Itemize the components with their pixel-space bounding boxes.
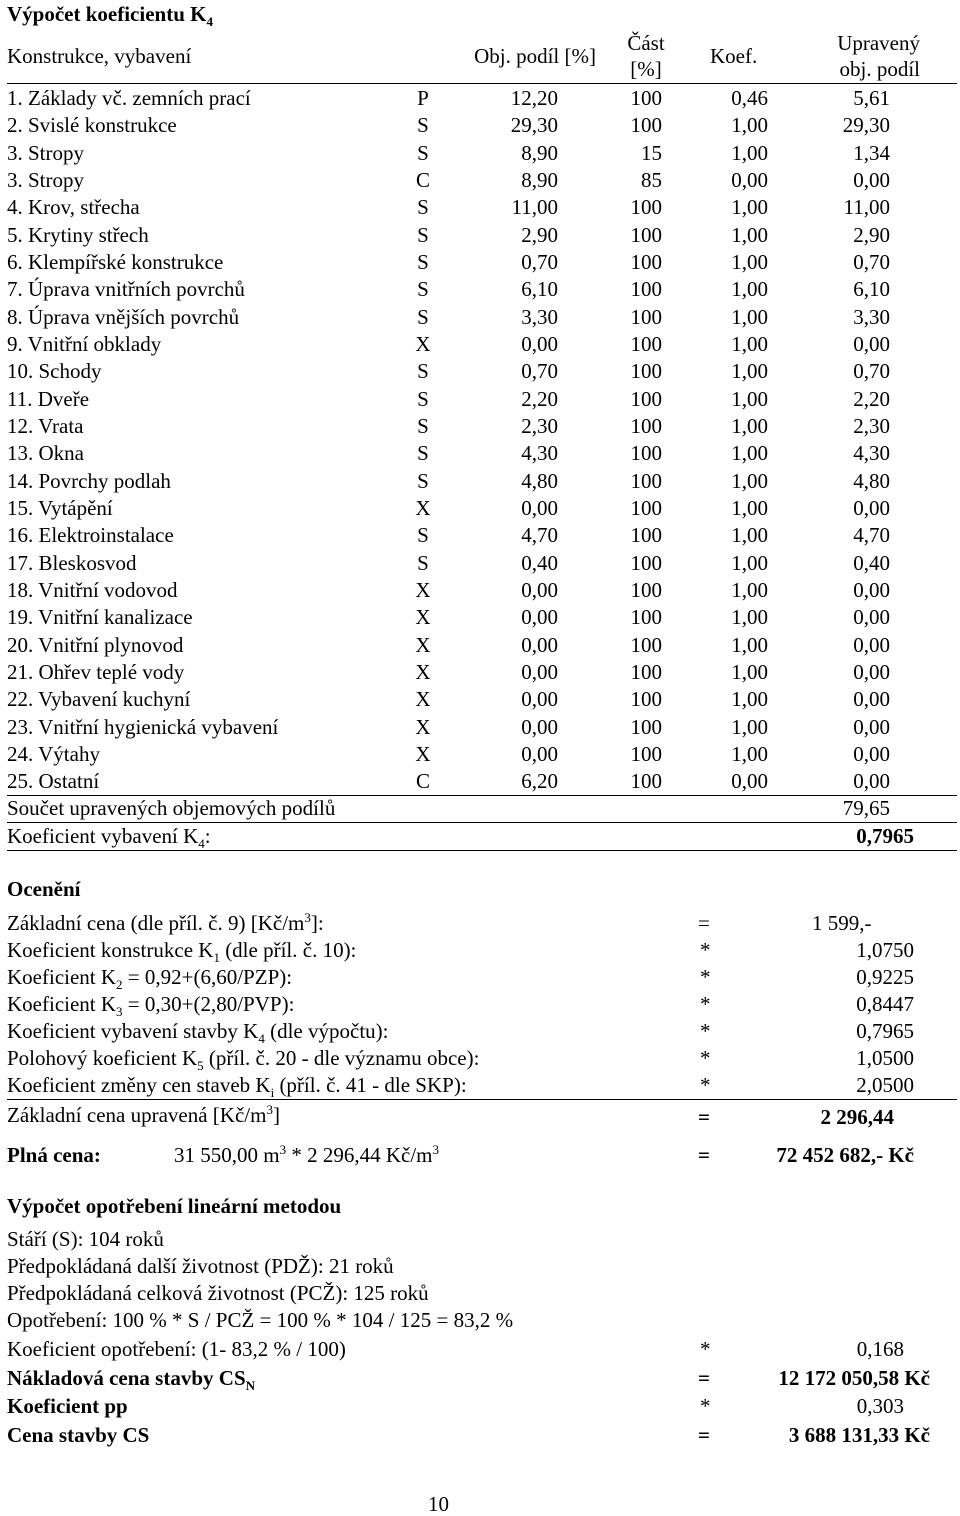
row-name: 5. Krytiny střech: [7, 222, 149, 247]
row-adjusted: 6,10: [853, 277, 890, 302]
k3-label: [7, 992, 295, 1020]
row-type: X: [415, 659, 431, 684]
k5-value: 1,0500: [856, 1046, 914, 1070]
pp-op: *: [700, 1394, 711, 1418]
ki-label-text: Koeficient změny cen staveb K: [7, 1073, 271, 1097]
row-coef: 1,00: [731, 495, 768, 520]
table-row: [0, 714, 960, 741]
row-name: 15. Vytápění: [7, 495, 113, 520]
row-adjusted: 2,90: [853, 222, 890, 247]
base-price-label-text: Základní cena (dle příl. č. 9) [Kč/m: [7, 911, 305, 935]
cost-label-subscript: N: [245, 1378, 256, 1394]
header-coef: Koef.: [710, 44, 758, 68]
row-share: 3,30: [521, 304, 558, 329]
row-name: 3. Stropy: [7, 167, 85, 192]
k4-label-colon: :: [204, 824, 211, 848]
age-line: Stáří (S): 104 roků: [7, 1227, 164, 1251]
row-type: S: [417, 468, 429, 493]
row-coef: 1,00: [731, 441, 768, 466]
row-part: 15: [641, 140, 662, 165]
pp-label: Koeficient pp: [7, 1394, 128, 1418]
row-name: 8. Úprava vnějších povrchů: [7, 304, 240, 329]
row-share: 12,20: [510, 86, 558, 110]
row-adjusted: 0,00: [853, 769, 890, 794]
row-type: S: [417, 441, 429, 466]
row-type: S: [417, 359, 429, 384]
cost-label-text: Nákladová cena stavby CS: [7, 1366, 246, 1390]
k2-op: *: [700, 965, 711, 989]
wear-coef-value: 0,168: [856, 1337, 904, 1361]
cs-op: =: [698, 1423, 710, 1447]
row-adjusted: 0,00: [853, 495, 890, 520]
adjusted-price-label-tail: ]: [272, 1103, 280, 1127]
total-life-line: Předpokládaná celková životnost (PCŽ): 125 roků: [7, 1281, 429, 1305]
row-share: 2,20: [521, 386, 558, 411]
row-part: 100: [630, 769, 662, 794]
row-coef: 1,00: [731, 277, 768, 302]
row-part: 100: [630, 468, 662, 493]
row-part: 100: [630, 659, 662, 684]
row-adjusted: 1,34: [853, 140, 890, 165]
row-coef: 1,00: [731, 249, 768, 274]
row-name: 23. Vnitřní hygienická vybavení: [7, 714, 279, 739]
header-divider: [7, 83, 957, 84]
row-part: 100: [630, 386, 662, 411]
k3-label-subscript: 3: [116, 1004, 123, 1020]
header-part-line2: [%]: [630, 57, 662, 81]
full-price-calc: [174, 1142, 439, 1167]
row-name: 21. Ohřev teplé vody: [7, 659, 185, 684]
row-adjusted: 5,61: [853, 86, 890, 110]
table-row: [0, 304, 960, 331]
base-price-op: =: [698, 911, 710, 935]
row-adjusted: 0,00: [853, 331, 890, 356]
row-adjusted: 0,00: [853, 605, 890, 630]
k4-divider: [7, 850, 957, 851]
cs-label: Cena stavby CS: [7, 1423, 150, 1447]
row-name: 20. Vnitřní plynovod: [7, 632, 184, 657]
base-price-sup: 3: [304, 910, 311, 925]
row-share: 4,80: [521, 468, 558, 493]
row-part: 100: [630, 304, 662, 329]
row-name: 6. Klempířské konstrukce: [7, 249, 224, 274]
row-name: 7. Úprava vnitřních povrchů: [7, 277, 245, 302]
row-share: 0,00: [521, 741, 558, 766]
row-part: 100: [630, 577, 662, 602]
k4-label-text: Koeficient vybavení K: [7, 824, 199, 848]
adjusted-price-value: 2 296,44: [820, 1105, 894, 1129]
row-adjusted: 0,00: [853, 714, 890, 739]
row-part: 100: [630, 222, 662, 247]
adjusted-price-label-text: Základní cena upravená [Kč/m: [7, 1103, 267, 1127]
table-row: [0, 167, 960, 194]
row-name: 22. Vybavení kuchyní: [7, 687, 191, 712]
row-part: 100: [630, 523, 662, 548]
k5-op: *: [700, 1046, 711, 1070]
k4-equip-label: [7, 1019, 389, 1047]
row-type: S: [417, 195, 429, 220]
k1-label-text: Koeficient konstrukce K: [7, 938, 214, 962]
k1-label: [7, 938, 357, 966]
sum-divider: [7, 822, 957, 823]
table-row: [0, 194, 960, 221]
row-type: S: [417, 140, 429, 165]
table-row: [0, 386, 960, 413]
row-part: 100: [630, 687, 662, 712]
row-share: 0,40: [521, 550, 558, 575]
row-coef: 1,00: [731, 413, 768, 438]
table-row: [0, 112, 960, 139]
row-name: 11. Dveře: [7, 386, 90, 411]
row-name: 2. Svislé konstrukce: [7, 113, 177, 138]
row-part: 100: [630, 495, 662, 520]
row-name: 25. Ostatní: [7, 769, 100, 794]
table-row: [0, 331, 960, 358]
k4-equip-value: 0,7965: [856, 1019, 914, 1043]
row-share: 0,00: [521, 605, 558, 630]
row-adjusted: 2,30: [853, 413, 890, 438]
depreciation-heading: Výpočet opotřebení lineární metodou: [7, 1194, 342, 1218]
table-row: [0, 440, 960, 467]
row-type: X: [415, 687, 431, 712]
row-type: S: [417, 113, 429, 138]
row-part: 100: [630, 714, 662, 739]
row-share: 29,30: [510, 113, 558, 138]
k4-equip-label-subscript: 4: [258, 1031, 265, 1047]
k3-label-tail: = 0,30+(2,80/PVP):: [122, 992, 295, 1016]
row-adjusted: 0,70: [853, 359, 890, 384]
adjusted-price-op: =: [698, 1105, 710, 1129]
row-type: X: [415, 577, 431, 602]
row-name: 10. Schody: [7, 359, 102, 384]
row-share: 0,00: [521, 714, 558, 739]
k2-label-text: Koeficient K: [7, 965, 117, 989]
k4-label: [7, 824, 211, 852]
row-coef: 1,00: [731, 331, 768, 356]
row-name: 1. Základy vč. zemních prací: [7, 86, 251, 110]
row-adjusted: 29,30: [842, 113, 890, 138]
row-coef: 1,00: [731, 386, 768, 411]
k1-op: *: [700, 938, 711, 962]
row-name: 12. Vrata: [7, 413, 84, 438]
wear-coef-label: Koeficient opotřebení: (1- 83,2 % / 100): [7, 1337, 346, 1361]
table-row: [0, 632, 960, 659]
row-type: X: [415, 495, 431, 520]
row-coef: 0,00: [731, 167, 768, 192]
row-adjusted: 0,70: [853, 249, 890, 274]
row-part: 100: [630, 86, 662, 110]
table-row: [0, 140, 960, 167]
k4-equip-label-text: Koeficient vybavení stavby K: [7, 1019, 259, 1043]
k1-value: 1,0750: [856, 938, 914, 962]
row-adjusted: 4,70: [853, 523, 890, 548]
row-name: 14. Povrchy podlah: [7, 468, 171, 493]
row-name: 4. Krov, střecha: [7, 195, 140, 220]
pp-value: 0,303: [856, 1394, 904, 1418]
k2-label-tail: = 0,92+(6,60/PZP):: [122, 965, 293, 989]
row-part: 100: [630, 249, 662, 274]
table-row: [0, 468, 960, 495]
row-adjusted: 0,00: [853, 632, 890, 657]
k5-label: [7, 1046, 480, 1074]
row-type: C: [415, 167, 430, 192]
page-title-text: Výpočet koeficientu K: [7, 2, 207, 26]
row-share: 2,90: [521, 222, 558, 247]
row-share: 0,00: [521, 577, 558, 602]
row-part: 100: [630, 441, 662, 466]
table-row: [0, 495, 960, 522]
row-type: S: [417, 277, 429, 302]
ki-label-subscript: i: [270, 1085, 275, 1101]
row-part: 100: [630, 413, 662, 438]
full-price-value: 72 452 682,- Kč: [776, 1143, 914, 1167]
k3-op: *: [700, 992, 711, 1016]
row-share: 8,90: [521, 167, 558, 192]
row-part: 85: [641, 167, 662, 192]
ki-value: 2,0500: [856, 1073, 914, 1097]
row-adjusted: 3,30: [853, 304, 890, 329]
ki-label: [7, 1073, 467, 1101]
page-title: [7, 2, 213, 30]
header-adjusted-line2: obj. podíl: [839, 57, 920, 81]
row-part: 100: [630, 195, 662, 220]
row-coef: 1,00: [731, 140, 768, 165]
sum-label: Součet upravených objemových podílů: [7, 796, 336, 820]
table-row: [0, 686, 960, 713]
k4-label-subscript: 4: [198, 836, 205, 852]
adjusted-price-label: [7, 1102, 280, 1127]
k3-value: 0,8447: [856, 992, 914, 1016]
row-type: S: [417, 222, 429, 247]
k4-value: 0,7965: [856, 824, 914, 848]
row-part: 100: [630, 113, 662, 138]
row-name: 9. Vnitřní obklady: [7, 331, 162, 356]
table-row: [0, 741, 960, 768]
row-type: S: [417, 304, 429, 329]
sum-value: 79,65: [842, 796, 890, 820]
row-name: 16. Elektroinstalace: [7, 523, 174, 548]
row-coef: 1,00: [731, 523, 768, 548]
table-row: [0, 604, 960, 631]
row-share: 0,00: [521, 687, 558, 712]
row-coef: 1,00: [731, 687, 768, 712]
row-coef: 1,00: [731, 605, 768, 630]
row-coef: 1,00: [731, 659, 768, 684]
row-type: P: [417, 86, 429, 110]
row-share: 0,00: [521, 495, 558, 520]
row-adjusted: 11,00: [843, 195, 890, 220]
row-share: 4,70: [521, 523, 558, 548]
row-part: 100: [630, 359, 662, 384]
full-price-calc-text: 31 550,00 m: [174, 1143, 280, 1167]
k3-label-text: Koeficient K: [7, 992, 117, 1016]
row-coef: 1,00: [731, 195, 768, 220]
row-share: 8,90: [521, 140, 558, 165]
row-share: 0,00: [521, 331, 558, 356]
row-coef: 1,00: [731, 304, 768, 329]
page-title-subscript: 4: [206, 14, 213, 30]
row-coef: 1,00: [731, 113, 768, 138]
k2-label: [7, 965, 293, 993]
row-name: 17. Bleskosvod: [7, 550, 137, 575]
row-name: 24. Výtahy: [7, 741, 100, 766]
k5-label-tail: (příl. č. 20 - dle významu obce):: [203, 1046, 480, 1070]
full-price-sup2: 3: [432, 1142, 439, 1157]
valuation-heading: Ocenění: [7, 877, 81, 901]
row-type: X: [415, 605, 431, 630]
cost-label: [7, 1366, 256, 1394]
header-name: Konstrukce, vybavení: [7, 44, 192, 68]
row-type: S: [417, 249, 429, 274]
table-row: [0, 768, 960, 795]
row-coef: 1,00: [731, 741, 768, 766]
header-adjusted-line1: Upravený: [837, 31, 920, 55]
table-row: [0, 550, 960, 577]
row-name: 3. Stropy: [7, 140, 85, 165]
row-name: 18. Vnitřní vodovod: [7, 577, 178, 602]
row-share: 11,00: [511, 195, 558, 220]
row-part: 100: [630, 632, 662, 657]
wear-coef-op: *: [700, 1337, 711, 1361]
full-price-sup1: 3: [279, 1142, 287, 1157]
full-price-calc-tail: * 2 296,44 Kč/m: [286, 1143, 433, 1167]
row-type: S: [417, 523, 429, 548]
table-row: [0, 659, 960, 686]
row-share: 0,00: [521, 632, 558, 657]
k5-label-subscript: 5: [197, 1058, 204, 1074]
table-row: [0, 222, 960, 249]
row-coef: 0,46: [731, 86, 768, 110]
row-type: X: [415, 741, 431, 766]
row-part: 100: [630, 277, 662, 302]
base-price-label-tail: ]:: [310, 911, 324, 935]
coefficients-divider: [7, 1099, 957, 1100]
row-share: 0,70: [521, 249, 558, 274]
row-share: 2,30: [521, 413, 558, 438]
row-part: 100: [630, 741, 662, 766]
row-adjusted: 0,00: [853, 577, 890, 602]
row-adjusted: 4,30: [853, 441, 890, 466]
row-coef: 1,00: [731, 468, 768, 493]
row-adjusted: 4,80: [853, 468, 890, 493]
row-adjusted: 0,00: [853, 167, 890, 192]
row-share: 4,30: [521, 441, 558, 466]
row-share: 6,20: [521, 769, 558, 794]
k4-equip-label-tail: (dle výpočtu):: [264, 1019, 389, 1043]
cost-value: 12 172 050,58 Kč: [778, 1366, 930, 1390]
row-type: S: [417, 386, 429, 411]
k4-equip-op: *: [700, 1019, 711, 1043]
table-row: [0, 413, 960, 440]
row-adjusted: 2,20: [853, 386, 890, 411]
header-part-line1: Část: [627, 31, 665, 55]
k1-label-subscript: 1: [213, 950, 220, 966]
row-coef: 1,00: [731, 632, 768, 657]
table-row: [0, 85, 960, 112]
table-row: [0, 249, 960, 276]
page-number: 10: [428, 1492, 449, 1516]
row-name: 19. Vnitřní kanalizace: [7, 605, 193, 630]
cost-op: =: [698, 1366, 710, 1390]
row-share: 0,00: [521, 659, 558, 684]
k1-label-tail: (dle příl. č. 10):: [219, 938, 357, 962]
base-price-value: 1 599,-: [812, 911, 872, 935]
row-coef: 1,00: [731, 222, 768, 247]
row-type: X: [415, 714, 431, 739]
full-price-op: =: [698, 1143, 710, 1167]
row-type: S: [417, 413, 429, 438]
remaining-life-line: Předpokládaná další životnost (PDŽ): 21 roků: [7, 1254, 394, 1278]
table-row: [0, 276, 960, 303]
k2-value: 0,9225: [856, 965, 914, 989]
row-coef: 0,00: [731, 769, 768, 794]
wear-line: Opotřebení: 100 % * S / PCŽ = 100 % * 104 / 125 = 83,2 %: [7, 1308, 514, 1332]
k5-label-text: Polohový koeficient K: [7, 1046, 198, 1070]
row-adjusted: 0,00: [853, 741, 890, 766]
table-row: [0, 358, 960, 385]
row-type: S: [417, 550, 429, 575]
row-type: X: [415, 632, 431, 657]
ki-label-tail: (příl. č. 41 - dle SKP):: [274, 1073, 467, 1097]
row-part: 100: [630, 605, 662, 630]
row-share: 6,10: [521, 277, 558, 302]
row-part: 100: [630, 550, 662, 575]
row-name: 13. Okna: [7, 441, 84, 466]
row-adjusted: 0,00: [853, 659, 890, 684]
header-share: Obj. podíl [%]: [474, 44, 596, 68]
row-part: 100: [630, 331, 662, 356]
cs-value: 3 688 131,33 Kč: [788, 1423, 930, 1447]
row-type: C: [415, 769, 430, 794]
ki-op: *: [700, 1073, 711, 1097]
row-coef: 1,00: [731, 550, 768, 575]
row-coef: 1,00: [731, 577, 768, 602]
adjusted-price-sup: 3: [266, 1102, 273, 1117]
row-share: 0,70: [521, 359, 558, 384]
row-adjusted: 0,00: [853, 687, 890, 712]
table-row: [0, 522, 960, 549]
table-row: [0, 577, 960, 604]
full-price-label: Plná cena:: [7, 1143, 101, 1167]
row-coef: 1,00: [731, 714, 768, 739]
row-type: X: [415, 331, 431, 356]
row-coef: 1,00: [731, 359, 768, 384]
row-adjusted: 0,40: [853, 550, 890, 575]
base-price-label: [7, 910, 324, 935]
k2-label-subscript: 2: [116, 977, 123, 993]
